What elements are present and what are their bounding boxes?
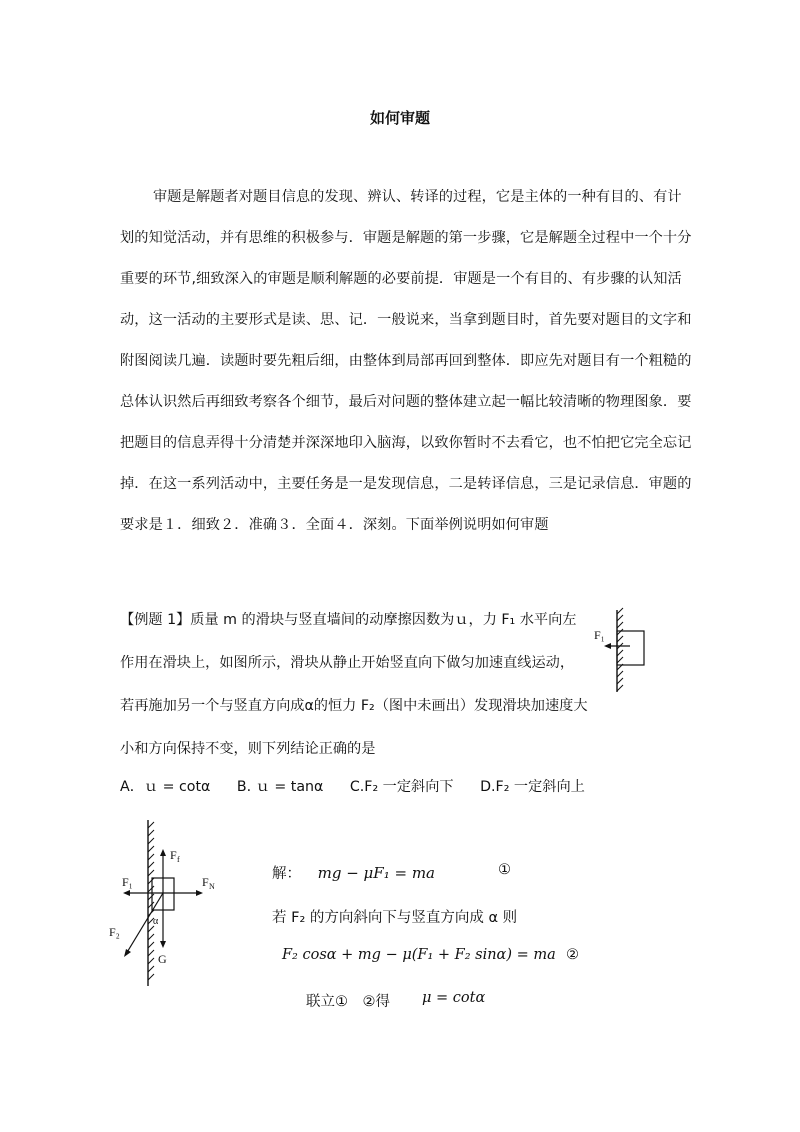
fig2-g-label: G (158, 952, 167, 966)
fig2-ff-label: F (170, 848, 177, 862)
fig2-alpha-label: α (153, 916, 159, 927)
force-diagram (108, 820, 228, 990)
equation-1: mg − μF₁ = ma (317, 864, 435, 882)
page-title: 如何审题 (369, 109, 430, 127)
fig2-fn-label: F (202, 875, 209, 889)
choice-d: D.F₂ 一定斜向上 (480, 779, 585, 795)
result-equation: μ = cotα (422, 990, 486, 1006)
example-line: 【例题 1】质量 m 的滑块与竖直墙间的动摩擦因数为ｕ，力 F₁ 水平向左 (120, 612, 577, 628)
intro-paragraph (120, 177, 690, 546)
equation-2-mark: ② (566, 947, 579, 963)
wall-diagram-small (590, 608, 650, 698)
intro-line: 重要的环节,细致深入的审题是顺利解题的必要前提．审题是一个有目的、有步骤的认知活 (120, 271, 682, 287)
answer-choices (120, 776, 607, 796)
intro-line: 要求是１．细致２．准确３．全面４．深刻。下面举例说明如何审题 (120, 517, 549, 533)
fig2-ff-sub: f (177, 855, 180, 864)
fig2-f1-label: F₁ (122, 875, 133, 889)
solution-line-1 (272, 862, 435, 883)
intro-line: 把题目的信息弄得十分清楚并深深地印入脑海，以致你暂时不去看它，也不怕把它完全忘记 (120, 435, 692, 451)
solution-prefix: 解： (272, 866, 301, 882)
choice-b: B. ｕ = tanα (236, 779, 324, 795)
fig2-f2-label: F₂ (109, 925, 120, 939)
intro-line: 划的知觉活动，并有思维的积极参与．审题是解题的第一步骤，它是解题全过程中一个十分 (120, 230, 692, 246)
example-line: 若再施加另一个与竖直方向成α的恒力 F₂（图中未画出）发现滑块加速度大 (120, 698, 588, 714)
example-line: 小和方向保持不变，则下列结论正确的是 (120, 741, 376, 757)
fig1-f1-label: F₁ (594, 628, 605, 642)
intro-line: 动，这一活动的主要形式是读、思、记．一般说来，当拿到题目时，首先要对题目的文字和 (120, 312, 692, 328)
intro-line: 总体认识然后再细致考察各个细节，最后对问题的整体建立起一幅比较清晰的物理图象．要 (120, 394, 692, 410)
combine-text: 联立① ②得 (306, 994, 390, 1010)
intro-line: 附图阅读几遍．读题时要先粗后细，由整体到局部再回到整体．即应先对题目有一个粗糙的 (120, 353, 692, 369)
choice-c: C.F₂ 一定斜向下 (349, 779, 454, 795)
example-question (120, 599, 620, 771)
fig2-fn-sub: N (209, 882, 215, 891)
condition-text: 若 F₂ 的方向斜向下与竖直方向成 α 则 (272, 910, 518, 926)
example-line: 作用在滑块上，如图所示，滑块从静止开始竖直向下做匀加速直线运动， (120, 655, 575, 671)
equation-1-mark: ① (498, 862, 511, 878)
intro-line: 掉．在这一系列活动中，主要任务是一是发现信息，二是转译信息，三是记录信息．审题的 (120, 476, 692, 492)
intro-line: 审题是解题者对题目信息的发现、辨认、转译的过程，它是主体的一种有目的、有计 (153, 189, 682, 205)
equation-2: F₂ cosα + mg − μ(F₁ + F₂ sinα) = ma (282, 947, 556, 963)
choice-a: A．ｕ = cotα (120, 779, 211, 795)
